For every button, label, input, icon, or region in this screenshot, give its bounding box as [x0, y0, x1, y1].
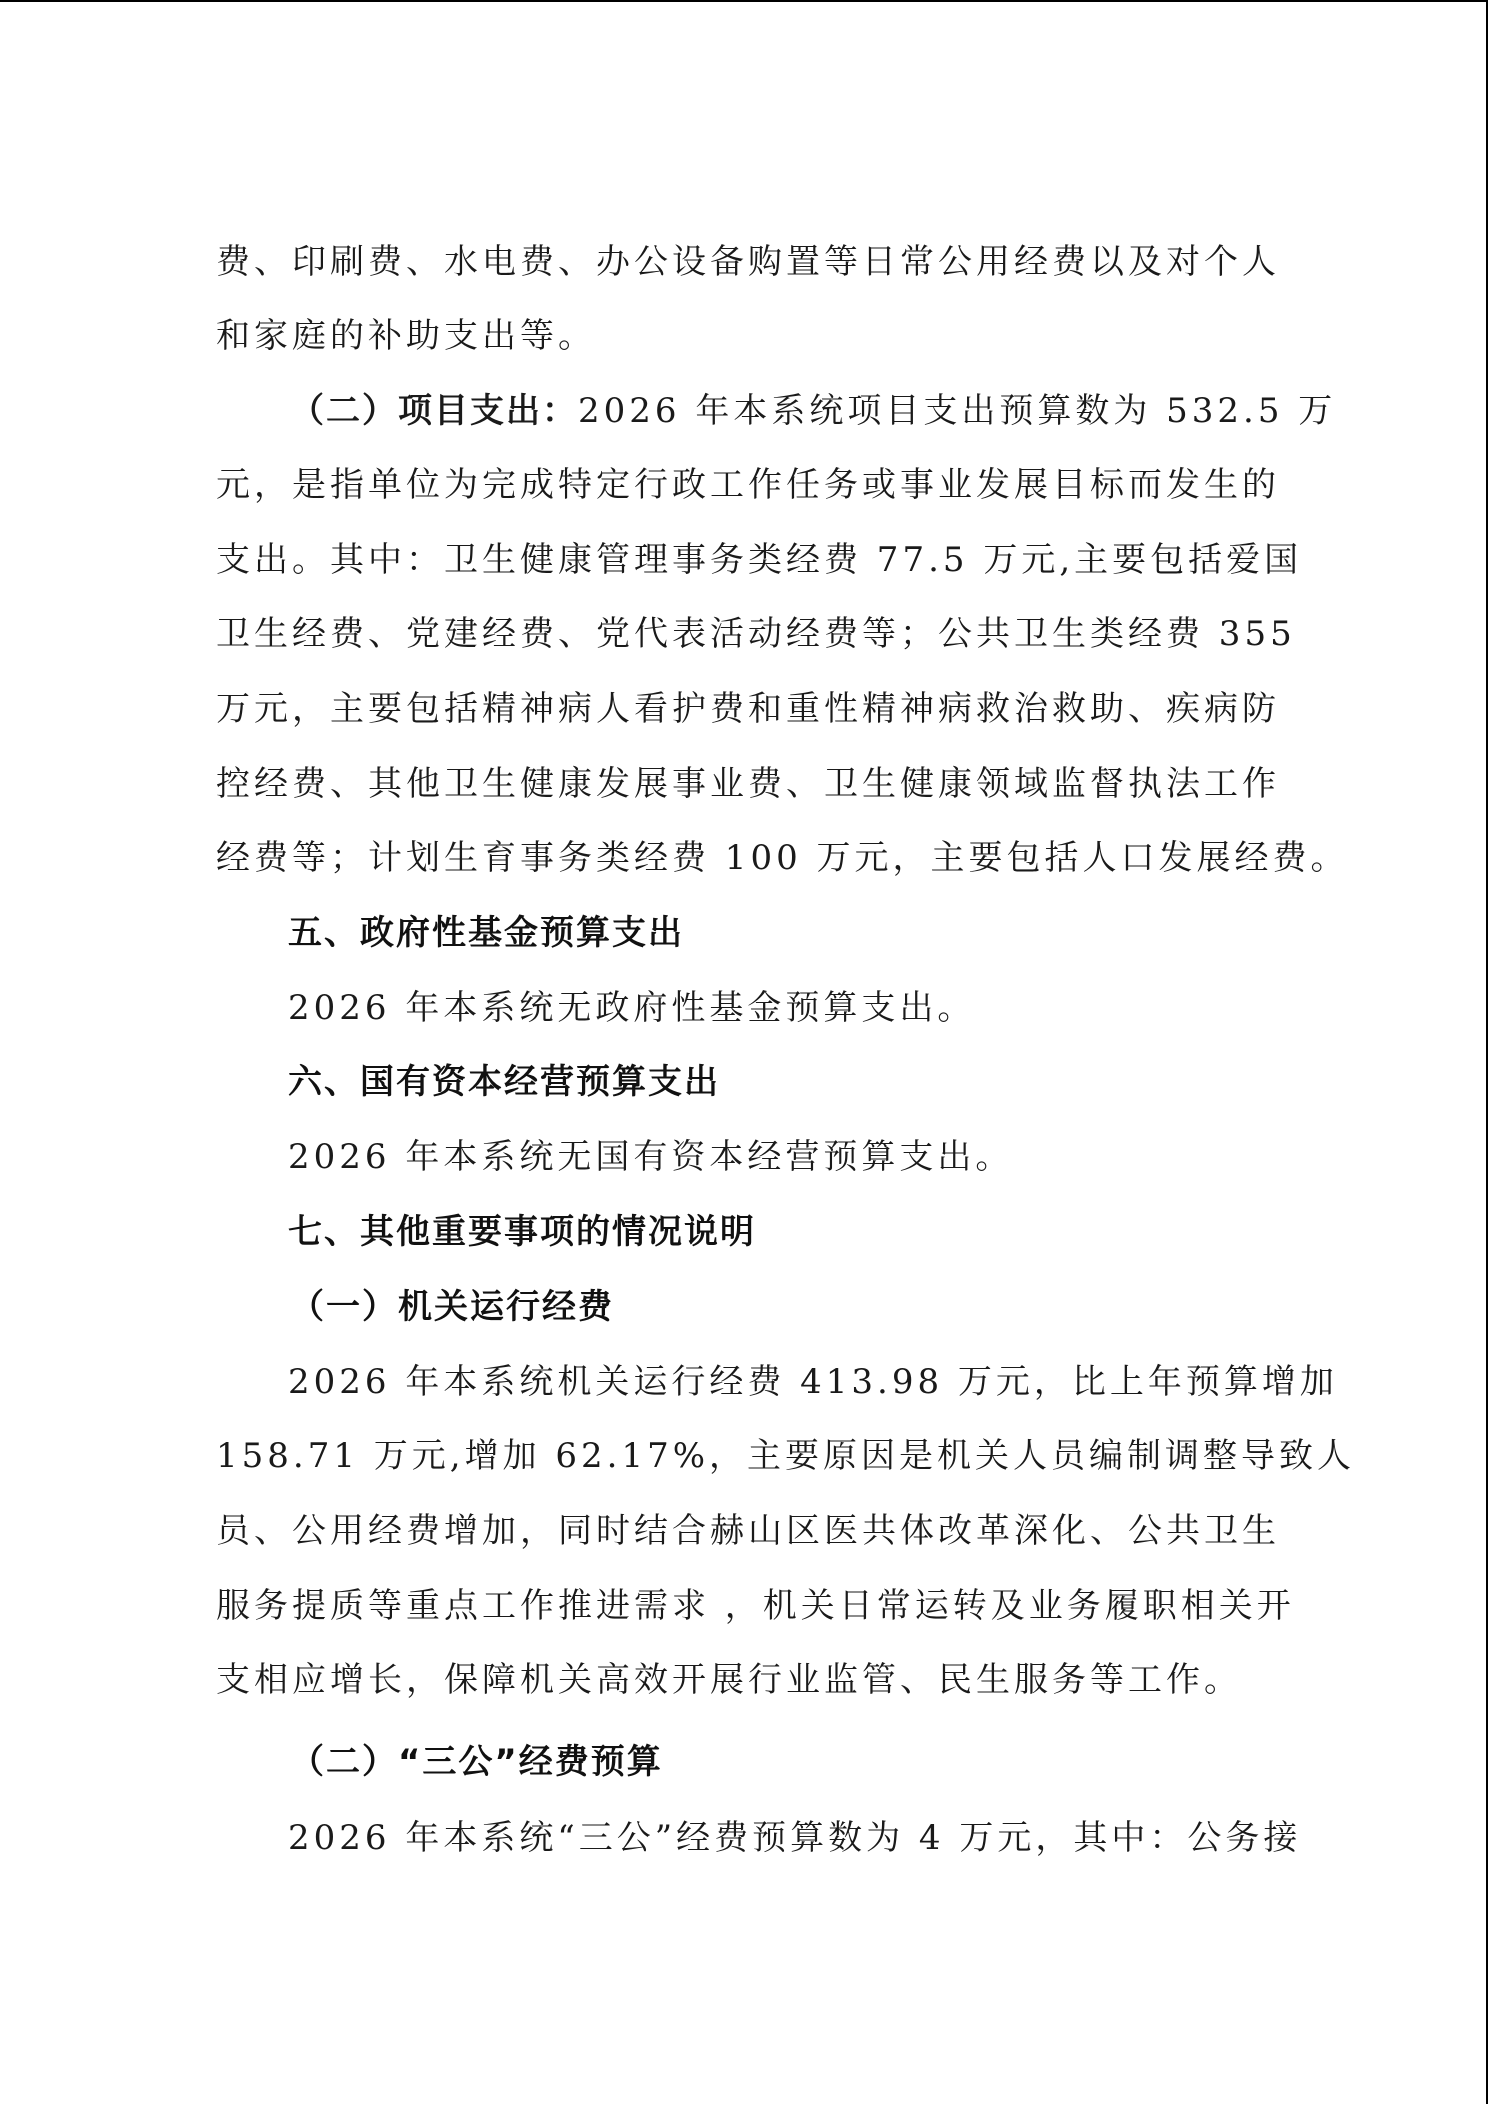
paragraph-line: 费、印刷费、水电费、办公设备购置等日常公用经费以及对个人 — [216, 242, 1280, 282]
paragraph-line: 服务提质等重点工作推进需求 ，机关日常运转及业务履职相关开 — [216, 1586, 1295, 1626]
project-expense-line — [290, 391, 1336, 431]
paragraph-line: 经费等；计划生育事务类经费 100 万元，主要包括人口发展经费。 — [216, 838, 1349, 878]
paragraph-line: 控经费、其他卫生健康发展事业费、卫生健康领域监督执法工作 — [216, 764, 1280, 804]
paragraph-line: 万元，主要包括精神病人看护费和重性精神病救治救助、疾病防 — [216, 689, 1280, 729]
paragraph-line: 元，是指单位为完成特定行政工作任务或事业发展目标而发生的 — [216, 465, 1280, 505]
paragraph-line: 2026 年本系统无国有资本经营预算支出。 — [288, 1137, 1014, 1177]
project-expense-text: 2026 年本系统项目支出预算数为 532.5 万 — [578, 391, 1337, 431]
paragraph-line: 支相应增长，保障机关高效开展行业监管、民生服务等工作。 — [216, 1660, 1242, 1700]
paragraph-line: 和家庭的补助支出等。 — [216, 316, 596, 356]
subsection-heading-1: （一）机关运行经费 — [290, 1287, 614, 1327]
paragraph-line: 2026 年本系统“三公”经费预算数为 4 万元，其中：公务接 — [288, 1818, 1302, 1858]
paragraph-line: 卫生经费、党建经费、党代表活动经费等；公共卫生类经费 355 — [216, 614, 1296, 654]
project-expense-heading: （二）项目支出： — [290, 391, 578, 431]
section-heading-6: 六、国有资本经营预算支出 — [288, 1062, 720, 1102]
subsection-heading-2: （二）“三公”经费预算 — [290, 1742, 663, 1782]
paragraph-line: 2026 年本系统机关运行经费 413.98 万元，比上年预算增加 — [288, 1362, 1338, 1402]
paragraph-line: 2026 年本系统无政府性基金预算支出。 — [288, 988, 976, 1028]
section-heading-5: 五、政府性基金预算支出 — [288, 913, 684, 953]
paragraph-line: 支出。其中：卫生健康管理事务类经费 77.5 万元,主要包括爱国 — [216, 540, 1303, 580]
paragraph-line: 员、公用经费增加，同时结合赫山区医共体改革深化、公共卫生 — [216, 1511, 1280, 1551]
paragraph-line: 158.71 万元,增加 62.17%，主要原因是机关人员编制调整导致人 — [216, 1436, 1356, 1476]
section-heading-7: 七、其他重要事项的情况说明 — [288, 1212, 756, 1252]
